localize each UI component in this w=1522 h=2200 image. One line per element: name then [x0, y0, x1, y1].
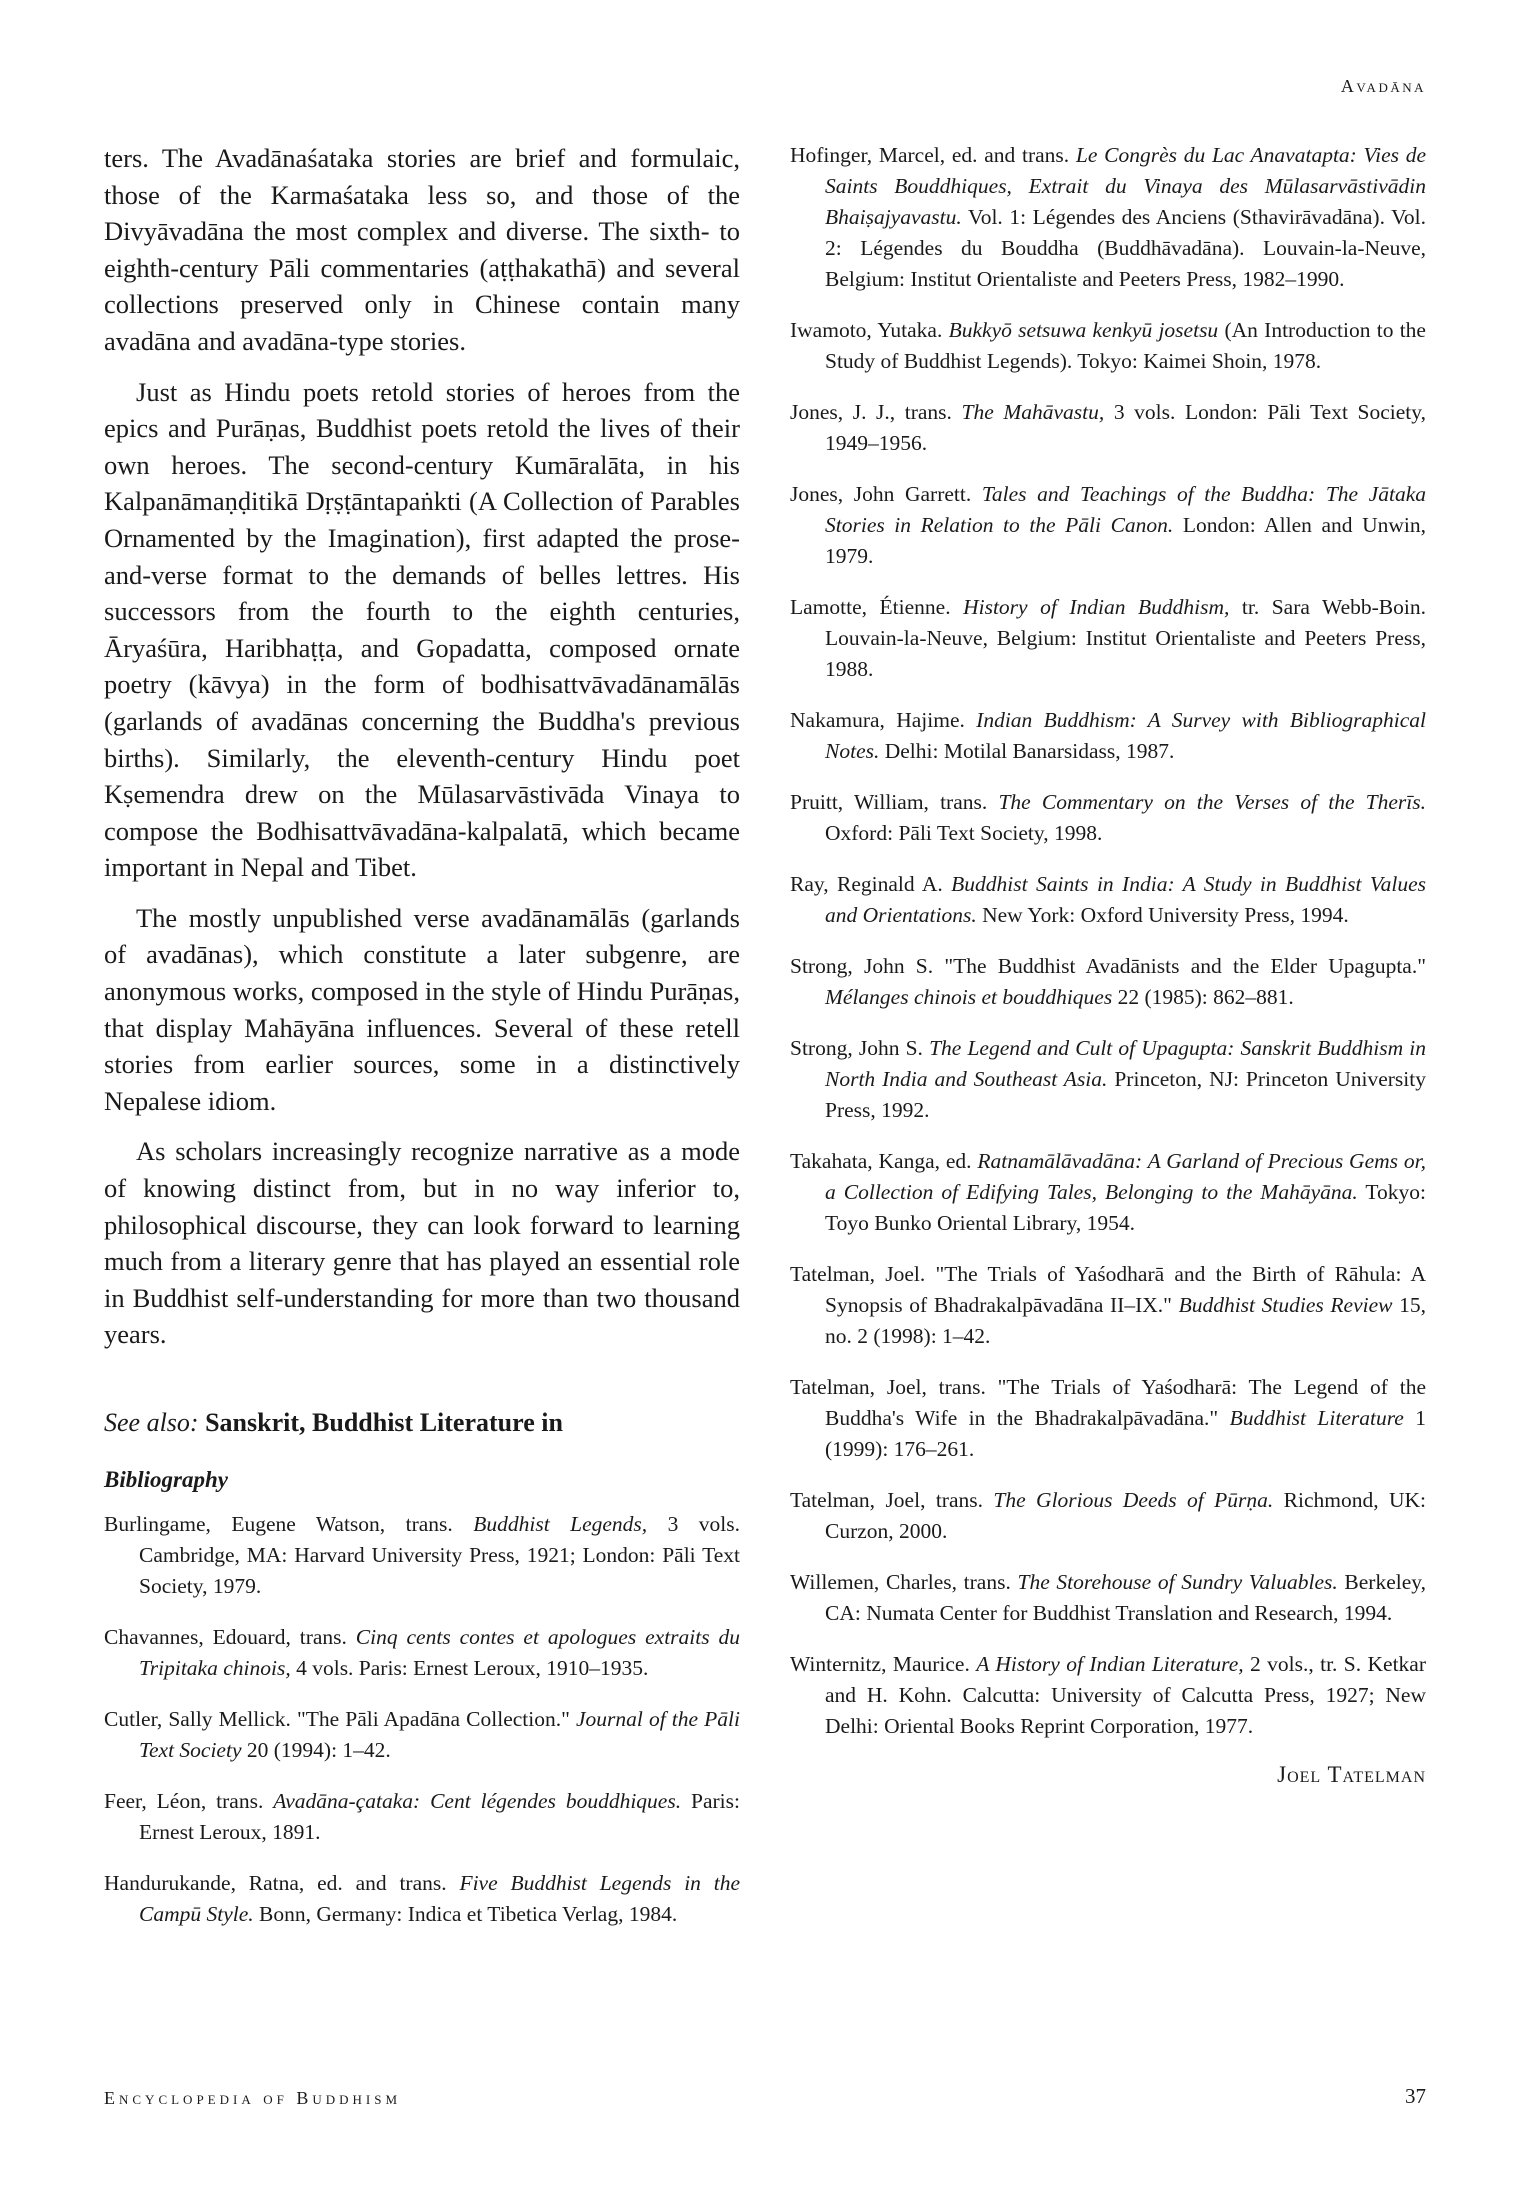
bibliography-entry — [104, 1786, 740, 1848]
bibliography-entry-title: History of Indian Buddhism, — [963, 595, 1230, 619]
bibliography-entry-text: Willemen, Charles, trans. — [790, 1570, 1018, 1594]
bibliography-entry-title: Buddhist Studies Review — [1178, 1293, 1393, 1317]
bibliography-entry-title: Indian Buddhism: A Survey with Bibliographical Notes. — [825, 708, 1426, 763]
bibliography-entry-text: Bonn, Germany: Indica et Tibetica Verlag, 1984. — [253, 1902, 678, 1926]
bibliography-entry-text: Paris: Ernest Leroux, 1891. — [139, 1789, 740, 1844]
bibliography-entry — [790, 592, 1426, 685]
bibliography-entry — [790, 1649, 1426, 1742]
bibliography-entry-text: 4 vols. Paris: Ernest Leroux, 1910–1935. — [290, 1656, 649, 1680]
bibliography-entry-text: Berkeley, CA: Numata Center for Buddhist Translation and Research, 1994. — [825, 1570, 1426, 1625]
bibliography-entry-text: Takahata, Kanga, ed. — [790, 1149, 978, 1173]
bibliography-entry-text: Handurukande, Ratna, ed. and trans. — [104, 1871, 460, 1895]
bibliography-entry-text: Nakamura, Hajime. — [790, 708, 977, 732]
bibliography-entry-text: Iwamoto, Yutaka. — [790, 318, 949, 342]
bibliography-entry-text: Tatelman, Joel, trans. "The Trials of Yaśodharā: The Legend of the Buddha's Wife in the Bhadrakalpāvadāna." — [790, 1375, 1426, 1430]
right-column — [790, 140, 1426, 1788]
bibliography-entry-text: 2 vols., tr. S. Ketkar and H. Kohn. Calcutta: University of Calcutta Press, 1927; New Delhi: Oriental Books Reprint Corporation, 1977. — [825, 1652, 1427, 1738]
bibliography-entry-title: The Storehouse of Sundry Valuables. — [1017, 1570, 1338, 1594]
bibliography-entry — [790, 869, 1426, 931]
bibliography-entry-text: Tokyo: Toyo Bunko Oriental Library, 1954. — [825, 1180, 1427, 1235]
bibliography-entry — [790, 951, 1426, 1013]
bibliography-entry — [790, 315, 1426, 377]
left-column — [104, 140, 740, 1950]
bibliography-entry-title: Mélanges chinois et bouddhiques — [825, 985, 1113, 1009]
bibliography-entry-title: Cinq cents contes et apologues extraits du Tripitaka chinois, — [139, 1625, 740, 1680]
bibliography-entry-title: A History of Indian Literature, — [976, 1652, 1244, 1676]
bibliography-entry — [104, 1622, 740, 1684]
bibliography-list-right — [790, 140, 1426, 1742]
body-paragraph: As scholars increasingly recognize narrative as a mode of knowing distinct from, but in no way inferior to, philosophical discourse, they can look forward to learning much from a literary genre that has played an essential role in Buddhist self-understanding for more than two thousand years. — [104, 1136, 740, 1350]
bibliography-entry — [790, 479, 1426, 572]
bibliography-entry-text: Richmond, UK: Curzon, 2000. — [825, 1488, 1427, 1543]
bibliography-entry-text: Oxford: Pāli Text Society, 1998. — [825, 821, 1103, 845]
bibliography-entry-title: The Legend and Cult of Upagupta: Sanskrit Buddhism in North India and Southeast Asia. — [825, 1036, 1426, 1091]
bibliography-entry-title: Ratnamālāvadāna: A Garland of Precious Gems or, a Collection of Edifying Tales, Belonging to the Mahāyāna. — [825, 1149, 1426, 1204]
bibliography-entry-text: 15, no. 2 (1998): 1–42. — [825, 1293, 1426, 1348]
bibliography-entry-text: Tatelman, Joel. "The Trials of Yaśodharā and the Birth of Rāhula: A Synopsis of Bhadrakalpāvadāna II–IX." — [790, 1262, 1426, 1317]
body-paragraph: The mostly unpublished verse avadānamālās (garlands of avadānas), which constitute a later subgenre, are anonymous works, composed in the style of Hindu Purāṇas, that display Mahāyāna influences. Several of these retell stories from earlier sources, some in a distinctively Nepalese idiom. — [104, 902, 740, 1116]
bibliography-entry-title: Buddhist Legends, — [473, 1512, 648, 1536]
bibliography-entry-text: Vol. 1: Légendes des Anciens (Sthavirāvadāna). Vol. 2: Légendes du Bouddha (Buddhāvadāna). Louvain-la-Neuve, Belgium: Institut Orientaliste and Peeters Press, 1982–1990. — [825, 205, 1426, 291]
body-paragraph: Just as Hindu poets retold stories of heroes from the epics and Purāṇas, Buddhist poets retold the lives of their own heroes. The second-century Kumāralāta, in his Kalpanāmaṇḍitikā Dṛṣṭāntapaṅkti (A Collection of Parables Ornamented by the Imagination), first adapted the prose-and-verse format to the demands of belles lettres. His successors from the fourth to the eighth centuries, Āryaśūra, Haribhaṭṭa, and Gopadatta, composed ornate poetry (kāvya) in the form of bodhisattvāvadānamālās (garlands of avadānas concerning the Buddha's previous births). Similarly, the eleventh-century Hindu poet Kṣemendra drew on the Mūlasarvāstivāda Vinaya to compose the Bodhisattvāvadāna-kalpalatā, which became important in Nepal and Tibet. — [104, 376, 740, 883]
bibliography-entry-text: Strong, John S. — [790, 1036, 930, 1060]
bibliography-entry-title: The Glorious Deeds of Pūrṇa. — [993, 1488, 1274, 1512]
bibliography-entry-text: Burlingame, Eugene Watson, trans. — [104, 1512, 474, 1536]
bibliography-entry-text: Tatelman, Joel, trans. — [790, 1488, 994, 1512]
bibliography-entry-text: Princeton, NJ: Princeton University Press, 1992. — [825, 1067, 1426, 1122]
bibliography-list-left — [104, 1509, 740, 1930]
bibliography-entry-text: 1 (1999): 176–261. — [825, 1406, 1426, 1461]
bibliography-entry-text: Ray, Reginald A. — [790, 872, 952, 896]
bibliography-entry-title: Buddhist Literature — [1229, 1406, 1404, 1430]
bibliography-entry — [104, 1509, 740, 1602]
bibliography-entry-text: Lamotte, Étienne. — [790, 595, 964, 619]
bibliography-entry-title: Buddhist Saints in India: A Study in Buddhist Values and Orientations. — [825, 872, 1427, 927]
bibliography-entry-text: Hofinger, Marcel, ed. and trans. — [790, 143, 1076, 167]
bibliography-entry-title: Tales and Teachings of the Buddha: The Jātaka Stories in Relation to the Pāli Canon. — [825, 482, 1426, 537]
bibliography-entry-text: New York: Oxford University Press, 1994. — [976, 903, 1349, 927]
bibliography-entry — [790, 1146, 1426, 1239]
bibliography-entry-text: 20 (1994): 1–42. — [241, 1738, 391, 1762]
running-head: Avadāna — [1340, 76, 1426, 96]
bibliography-heading: Bibliography — [104, 1467, 228, 1492]
bibliography-entry-title: The Mahāvastu, — [961, 400, 1105, 424]
bibliography-entry-text: 3 vols. London: Pāli Text Society, 1949–1956. — [825, 400, 1426, 455]
body-paragraph: ters. The Avadānaśataka stories are brief and formulaic, those of the Karmaśataka less so, and those of the Divyāvadāna the most complex and diverse. The sixth- to eighth-century Pāli commentaries (aṭṭhakathā) and several collections preserved only in Chinese contain many avadāna and avadāna-type stories. — [104, 143, 740, 356]
bibliography-entry-text: Feer, Léon, trans. — [104, 1789, 274, 1813]
see-also-link[interactable]: Sanskrit, Buddhist Literature in — [205, 1408, 563, 1437]
bibliography-entry-text: 22 (1985): 862–881. — [1112, 985, 1294, 1009]
bibliography-entry-text: Jones, J. J., trans. — [790, 400, 962, 424]
bibliography-entry-text: Jones, John Garrett. — [790, 482, 982, 506]
bibliography-entry-title: Avadāna-çataka: Cent légendes bouddhiques. — [273, 1789, 682, 1813]
bibliography-entry-text: Cutler, Sally Mellick. "The Pāli Apadāna Collection." — [104, 1707, 576, 1731]
bibliography-entry-text: Pruitt, William, trans. — [790, 790, 999, 814]
bibliography-entry-text: Strong, John S. "The Buddhist Avadānists and the Elder Upagupta." — [790, 954, 1426, 978]
bibliography-entry-text: Winternitz, Maurice. — [790, 1652, 977, 1676]
bibliography-entry-title: Five Buddhist Legends in the Campū Style. — [139, 1871, 740, 1926]
author-signature: Joel Tatelman — [1277, 1762, 1426, 1787]
bibliography-entry-title: Le Congrès du Lac Anavatapta: Vies de Saints Bouddhiques, Extrait du Vinaya des Mūlasarvāstivādin Bhaiṣajyavastu. — [825, 143, 1426, 229]
bibliography-entry — [790, 140, 1426, 295]
bibliography-entry — [790, 787, 1426, 849]
footer-book-title: Encyclopedia of Buddhism — [104, 2088, 402, 2108]
bibliography-entry — [790, 705, 1426, 767]
bibliography-entry — [790, 397, 1426, 459]
bibliography-entry — [104, 1868, 740, 1930]
bibliography-entry-text: tr. Sara Webb-Boin. Louvain-la-Neuve, Belgium: Institut Orientaliste and Peeters Press, 1988. — [825, 595, 1426, 681]
bibliography-entry — [790, 1485, 1426, 1547]
bibliography-entry — [790, 1372, 1426, 1465]
bibliography-entry-text: Delhi: Motilal Banarsidass, 1987. — [879, 739, 1175, 763]
bibliography-entry-title: The Commentary on the Verses of the Therīs. — [998, 790, 1426, 814]
see-also — [104, 1405, 740, 1441]
page-number: 37 — [1405, 2084, 1426, 2108]
bibliography-entry-title: Journal of the Pāli Text Society — [139, 1707, 741, 1762]
see-also-label: See also: — [104, 1408, 199, 1437]
bibliography-entry — [104, 1704, 740, 1766]
bibliography-entry-title: Bukkyō setsuwa kenkyū josetsu — [948, 318, 1219, 342]
bibliography-entry-text: (An Introduction to the Study of Buddhist Legends). Tokyo: Kaimei Shoin, 1978. — [825, 318, 1426, 373]
bibliography-entry — [790, 1259, 1426, 1352]
bibliography-entry-text: 3 vols. Cambridge, MA: Harvard University Press, 1921; London: Pāli Text Society, 1979. — [139, 1512, 740, 1598]
bibliography-entry-text: London: Allen and Unwin, 1979. — [825, 513, 1426, 568]
bibliography-entry — [790, 1567, 1426, 1629]
bibliography-entry — [790, 1033, 1426, 1126]
bibliography-entry-text: Chavannes, Edouard, trans. — [104, 1625, 356, 1649]
